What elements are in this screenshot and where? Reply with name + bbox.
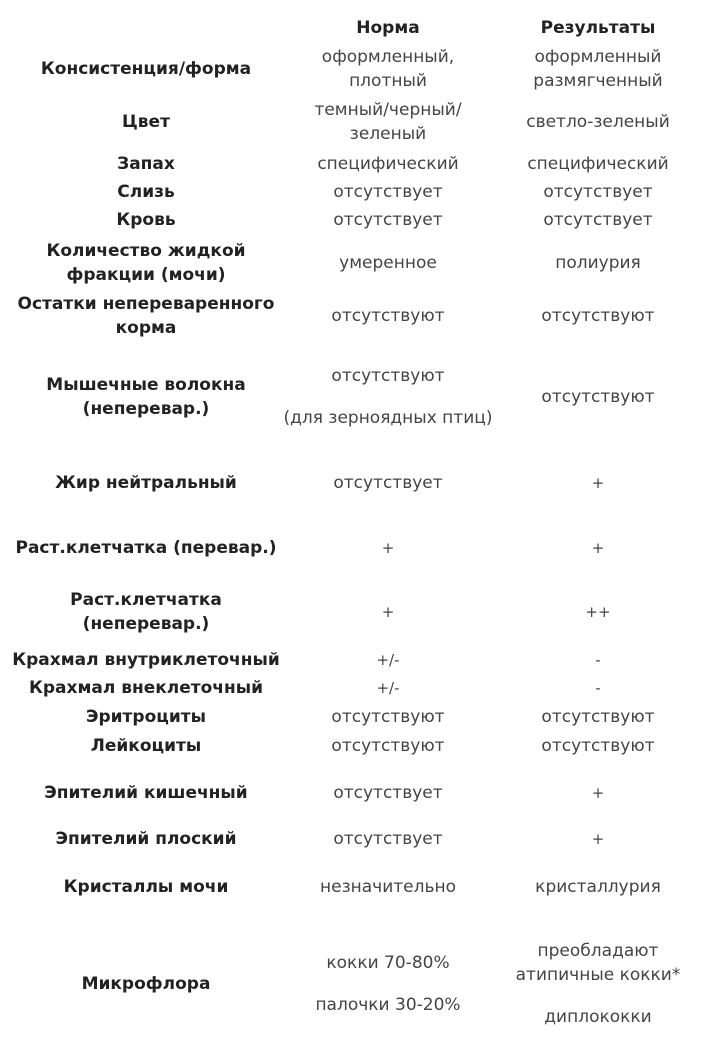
table-row (0, 930, 702, 1038)
table-row (0, 646, 702, 674)
header-result: Результаты (540, 18, 656, 38)
cell-param (0, 150, 292, 178)
cell-norm (282, 646, 494, 674)
cell-line: Крахмал внутриклеточный (12, 650, 280, 670)
cell-norm (282, 732, 494, 760)
table-row (0, 812, 702, 866)
cell-param (0, 703, 292, 731)
cell-line: Эпителий кишечный (44, 783, 248, 803)
cell-line: светло-зеленый (526, 112, 670, 132)
cell-norm (282, 584, 494, 640)
cell-result (494, 812, 702, 866)
table-row (0, 290, 702, 342)
table-row (0, 732, 702, 760)
cell-norm (282, 346, 494, 448)
cell-param (0, 236, 292, 290)
cell-param (0, 646, 292, 674)
cell-line: Лейкоциты (90, 736, 202, 756)
cell-line: отсутствуют (541, 387, 655, 407)
cell-line: Раст.клетчатка (70, 590, 222, 610)
cell-param (0, 178, 292, 206)
cell-line: Количество жидкой (46, 241, 246, 261)
cell-line: (неперевар.) (82, 614, 210, 634)
cell-param (0, 98, 292, 146)
cell-norm (282, 236, 494, 290)
cell-result (494, 150, 702, 178)
cell-param (0, 206, 292, 234)
cell-norm (282, 703, 494, 731)
cell-line: ++ (585, 603, 611, 621)
cell-norm (282, 178, 494, 206)
cell-result (494, 206, 702, 234)
cell-result (494, 44, 702, 94)
cell-line: Остатки непереваренного (17, 294, 275, 314)
cell-result (494, 584, 702, 640)
table-row (0, 178, 702, 206)
cell-line: отсутствуют (331, 707, 445, 727)
cell-line: корма (115, 318, 177, 338)
cell-line: отсутствует (333, 783, 443, 803)
cell-line: отсутствуют (331, 366, 445, 386)
cell-line: атипичные кокки* (515, 965, 681, 985)
cell-line: + (591, 784, 605, 802)
cell-result (494, 346, 702, 448)
cell-norm (282, 206, 494, 234)
table-row (0, 44, 702, 94)
cell-norm (282, 454, 494, 512)
cell-norm (282, 520, 494, 576)
cell-line: Запах (117, 154, 175, 174)
cell-norm (282, 98, 494, 146)
table-row (0, 860, 702, 914)
cell-norm (282, 860, 494, 914)
cell-param (0, 346, 292, 448)
cell-param (0, 454, 292, 512)
cell-line: специфический (317, 154, 459, 174)
cell-line: + (591, 539, 605, 557)
cell-result (494, 703, 702, 731)
cell-norm (282, 812, 494, 866)
table-row (0, 454, 702, 512)
table-row (0, 206, 702, 234)
cell-param (0, 930, 292, 1038)
table-row (0, 703, 702, 731)
cell-result (494, 178, 702, 206)
cell-line: (неперевар.) (82, 399, 210, 419)
cell-result (494, 646, 702, 674)
cell-result (494, 520, 702, 576)
cell-line: умеренное (339, 253, 437, 273)
table-row (0, 520, 702, 576)
table-row (0, 98, 702, 146)
cell-param (0, 290, 292, 342)
table-row (0, 236, 702, 290)
cell-param (0, 732, 292, 760)
cell-line: полиурия (555, 253, 641, 273)
cell-result (494, 454, 702, 512)
cell-line: + (591, 830, 605, 848)
cell-param (0, 812, 292, 866)
cell-line: отсутствуют (541, 707, 655, 727)
cell-line: преобладают (537, 941, 659, 961)
cell-line: незначительно (320, 877, 456, 897)
cell-param (0, 584, 292, 640)
cell-line: фракции (мочи) (66, 265, 226, 285)
table-row (0, 150, 702, 178)
cell-result (494, 732, 702, 760)
header-param (0, 14, 292, 42)
cell-line: Консистенция/форма (40, 59, 252, 79)
cell-line: Эпителий плоский (55, 829, 237, 849)
cell-line: Кровь (116, 210, 176, 230)
cell-param (0, 520, 292, 576)
cell-line: палочки 30-20% (315, 995, 461, 1015)
cell-result (494, 674, 702, 702)
cell-line: отсутствуют (541, 306, 655, 326)
cell-line: +/- (376, 651, 400, 669)
cell-result (494, 290, 702, 342)
cell-line: (для зерноядных птиц) (283, 408, 493, 428)
cell-line: кристаллурия (535, 877, 661, 897)
cell-line: + (381, 539, 395, 557)
cell-line: отсутствует (333, 210, 443, 230)
cell-line: +/- (376, 679, 400, 697)
cell-line: - (595, 679, 601, 697)
cell-line: диплококки (544, 1007, 652, 1027)
cell-norm (282, 930, 494, 1038)
cell-line: отсутствуют (541, 736, 655, 756)
cell-line: отсутствует (333, 473, 443, 493)
cell-line: специфический (527, 154, 669, 174)
cell-line: темный/черный/ (314, 100, 462, 120)
cell-line: + (381, 603, 395, 621)
cell-line: кокки 70-80% (326, 953, 450, 973)
cell-norm (282, 674, 494, 702)
cell-line: отсутствует (333, 829, 443, 849)
cell-line: отсутствует (333, 182, 443, 202)
cell-line: Цвет (122, 112, 170, 132)
cell-line: Микрофлора (81, 974, 211, 994)
cell-line: оформленный, (321, 47, 455, 67)
cell-result (494, 236, 702, 290)
cell-line: Мышечные волокна (46, 375, 246, 395)
table-row (0, 674, 702, 702)
cell-param (0, 44, 292, 94)
cell-line: зеленый (349, 124, 427, 144)
cell-result (494, 930, 702, 1038)
cell-norm (282, 150, 494, 178)
cell-line: Слизь (117, 182, 175, 202)
cell-line: Эритроциты (86, 707, 206, 727)
cell-param (0, 860, 292, 914)
cell-line: Раст.клетчатка (перевар.) (15, 538, 277, 558)
cell-line: - (595, 651, 601, 669)
cell-line: + (591, 474, 605, 492)
cell-line: плотный (349, 71, 427, 91)
cell-norm (282, 290, 494, 342)
cell-norm (282, 44, 494, 94)
table-row (0, 346, 702, 448)
header-norm: Норма (356, 18, 420, 38)
table-row (0, 584, 702, 640)
table-header-row (0, 14, 702, 42)
cell-line: размягченный (533, 71, 663, 91)
cell-result (494, 860, 702, 914)
cell-line: Кристаллы мочи (63, 877, 229, 897)
cell-param (0, 674, 292, 702)
cell-line: отсутствует (543, 182, 653, 202)
cell-line: оформленный (534, 47, 662, 67)
cell-line: отсутствуют (331, 736, 445, 756)
cell-line: отсутствует (543, 210, 653, 230)
cell-line: Крахмал внеклеточный (28, 678, 264, 698)
cell-line: отсутствуют (331, 306, 445, 326)
cell-result (494, 98, 702, 146)
cell-line: Жир нейтральный (55, 473, 237, 493)
